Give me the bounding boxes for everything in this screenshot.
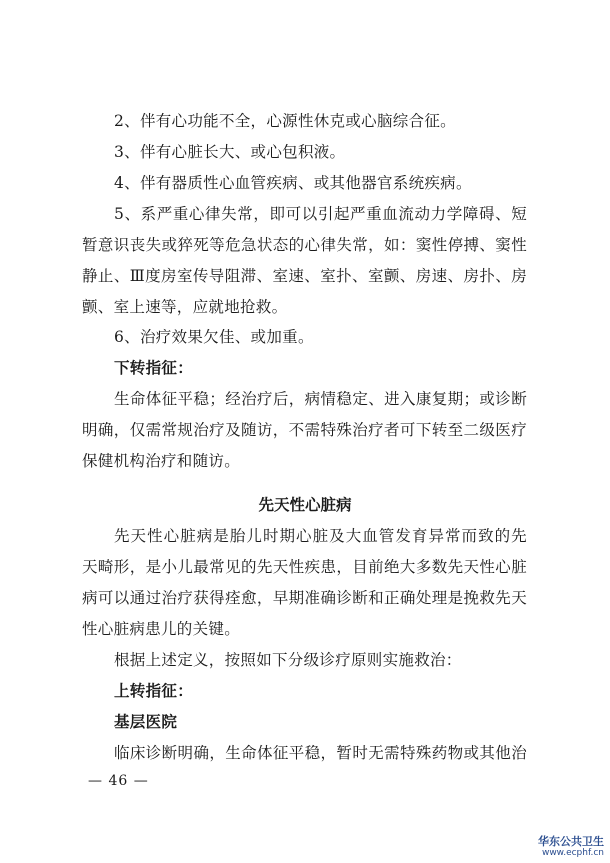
page-number: — 46 — bbox=[88, 773, 149, 789]
paragraph-line: 先天性心脏病是胎儿时期心脏及大血管发育异常而致的先 bbox=[114, 527, 527, 545]
section-heading-downward-referral: 下转指征： bbox=[114, 359, 194, 377]
list-item-5-line-2: 暂意识丧失或猝死等危急状态的心律失常，如：窦性停搏、窦性 bbox=[82, 236, 527, 254]
paragraph-line: 根据上述定义，按照如下分级诊疗原则实施救治： bbox=[114, 651, 462, 669]
paragraph-line: 天畸形，是小儿最常见的先天性疾患，目前绝大多数先天性心脏 bbox=[82, 558, 527, 576]
paragraph-line: 明确，仅需常规治疗及随访，不需特殊治疗者可下转至二级医疗 bbox=[82, 421, 527, 439]
section-heading-upward-referral: 上转指征： bbox=[114, 682, 194, 700]
paragraph-line: 保健机构治疗和随访。 bbox=[82, 452, 241, 470]
watermark-url: www.ecphf.cn bbox=[541, 848, 604, 858]
list-item-5-line-1: 5、系严重心律失常，即可以引起严重血流动力学障碍、短 bbox=[114, 205, 527, 223]
subsection-heading-primary-hospital: 基层医院 bbox=[114, 713, 178, 731]
list-item-6: 6、治疗效果欠佳、或加重。 bbox=[114, 328, 314, 346]
paragraph-line: 生命体征平稳；经治疗后，病情稳定、进入康复期；或诊断 bbox=[114, 390, 527, 408]
list-item-5-line-4: 颤、室上速等，应就地抢救。 bbox=[82, 298, 288, 316]
list-item-5-line-3: 静止、Ⅲ度房室传导阻滞、室速、室扑、室颤、房速、房扑、房 bbox=[82, 267, 527, 285]
section-title: 先天性心脏病 bbox=[258, 496, 352, 514]
list-item-3: 3、伴有心脏长大、或心包积液。 bbox=[114, 143, 346, 161]
list-item-2: 2、伴有心功能不全，心源性休克或心脑综合征。 bbox=[114, 112, 456, 130]
list-item-4: 4、伴有器质性心血管疾病、或其他器官系统疾病。 bbox=[114, 174, 472, 192]
paragraph-line: 性心脏病患儿的关键。 bbox=[82, 620, 241, 638]
paragraph-line: 病可以通过治疗获得痊愈，早期准确诊断和正确处理是挽救先天 bbox=[82, 589, 527, 607]
watermark bbox=[538, 835, 604, 859]
watermark-name: 华东公共卫生 bbox=[538, 835, 604, 848]
paragraph-line: 临床诊断明确，生命体征平稳，暂时无需特殊药物或其他治 bbox=[114, 744, 527, 762]
